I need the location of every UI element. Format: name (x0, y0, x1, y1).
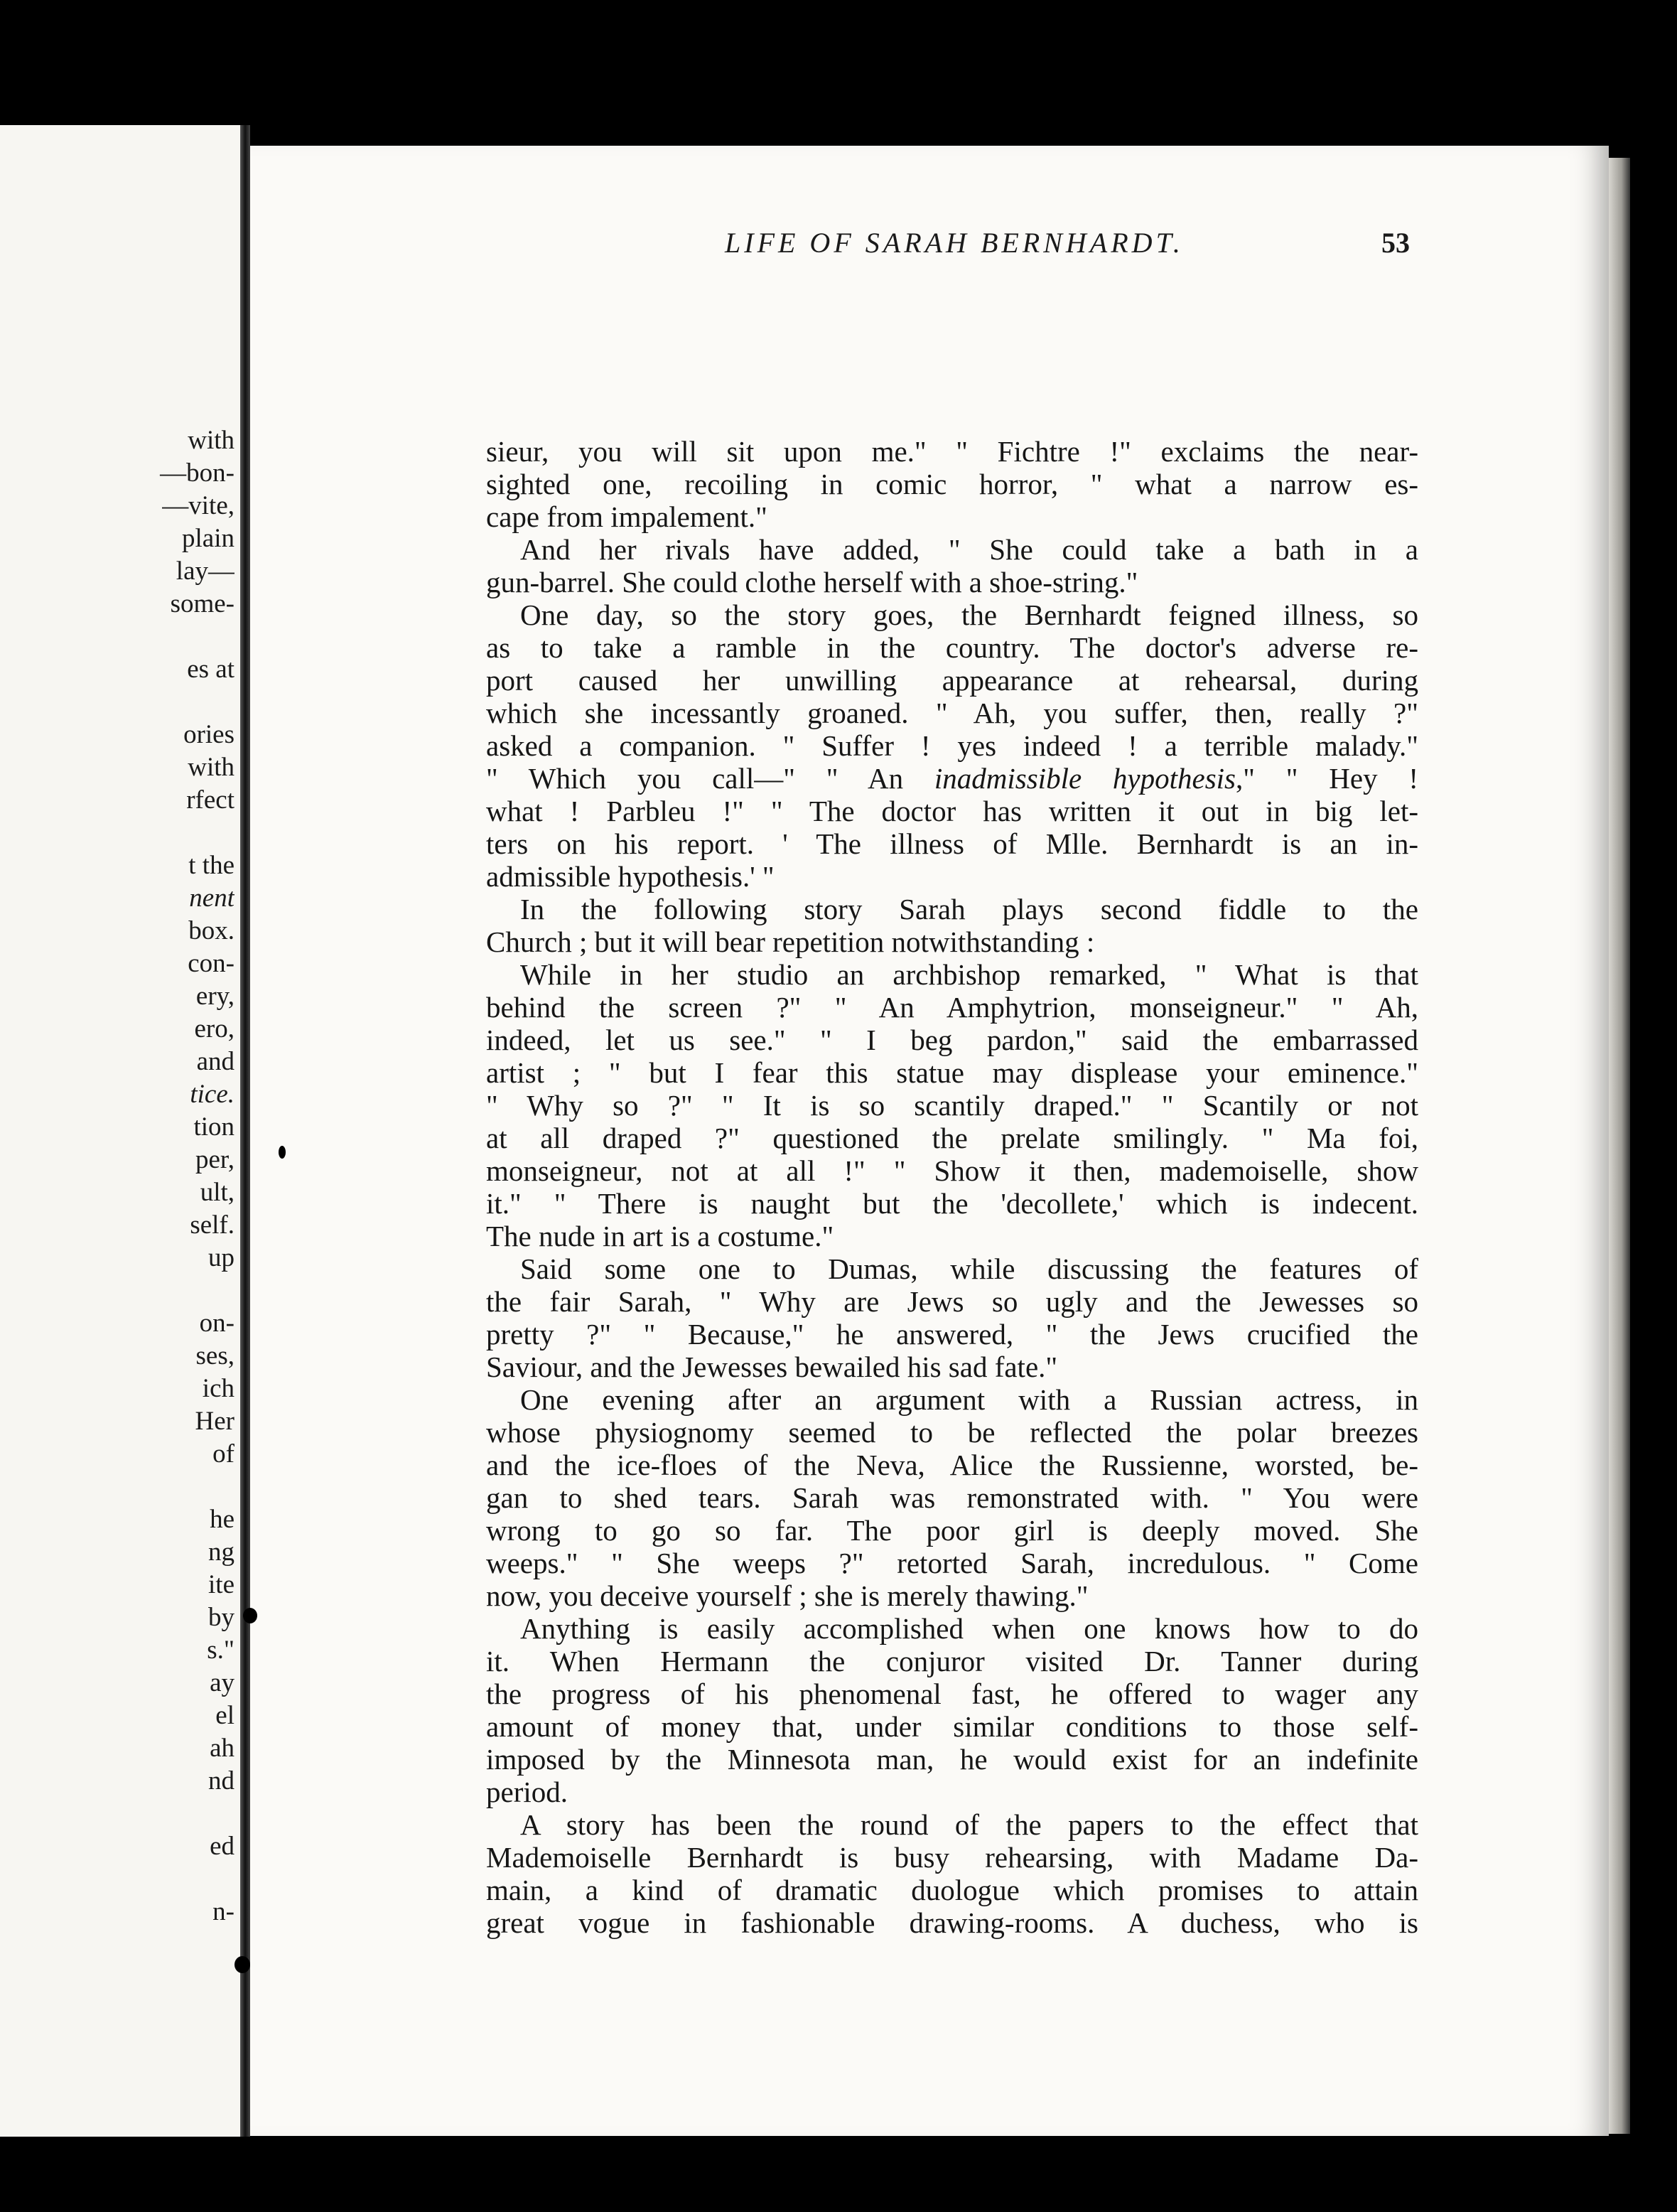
left-page-line: plain (182, 524, 234, 553)
text-line: gun-barrel. She could clothe herself with a shoe-string." (486, 566, 1138, 598)
text-line: One day, so the story goes, the Bernhardt feigned illness, so (520, 598, 1418, 631)
left-page-line: per, (195, 1145, 234, 1174)
left-page-line: by (208, 1603, 234, 1632)
left-page-line: el (215, 1701, 234, 1730)
text-line: pretty ?" " Because," he answered, " the Jews crucified the (486, 1318, 1418, 1351)
text-line: A story has been the round of the papers to the effect that (520, 1808, 1418, 1841)
text-line: now, you deceive yourself ; she is merely thawing." (486, 1579, 1089, 1612)
text-line: In the following story Sarah plays second fiddle to the (520, 893, 1418, 925)
text-line: whose physiognomy seemed to be reflected the polar breezes (486, 1416, 1418, 1449)
text-line: amount of money that, under similar conditions to those self- (486, 1710, 1418, 1743)
left-page-line: lay— (176, 557, 234, 586)
left-page-line: es at (187, 655, 234, 684)
text-line: period. (486, 1776, 568, 1808)
left-page-line: n- (212, 1897, 234, 1926)
text-line: " Which you call—" " An inadmissible hypothesis," " Hey ! (486, 762, 1418, 795)
text-line: monseigneur, not at all !" " Show it then, mademoiselle, show (486, 1154, 1418, 1187)
left-page-line: ories (183, 720, 234, 749)
text-line: sighted one, recoiling in comic horror, " what a narrow es- (486, 468, 1418, 500)
text-line: at all draped ?" questioned the prelate smilingly. " Ma foi, (486, 1122, 1418, 1154)
left-page-line: self. (190, 1210, 234, 1240)
text-line: While in her studio an archbishop remarked, " What is that (520, 958, 1418, 991)
left-page-line: ero, (194, 1014, 234, 1043)
text-line: ters on his report. ' The illness of Mlle. Bernhardt is an in- (486, 827, 1418, 860)
left-page-line: Her (195, 1407, 234, 1436)
text-line: and the ice-floes of the Neva, Alice the Russienne, worsted, be- (486, 1449, 1418, 1481)
text-line: port caused her unwilling appearance at rehearsal, during (486, 664, 1418, 697)
left-page-line: nent (189, 884, 234, 913)
text-line: sieur, you will sit upon me." " Fichtre !" exclaims the near- (486, 435, 1418, 468)
previous-page-fragment (0, 125, 242, 2137)
left-page-line: —bon- (160, 458, 234, 488)
text-line: One evening after an argument with a Russian actress, in (520, 1383, 1418, 1416)
left-page-line: tion (193, 1112, 234, 1142)
left-page-line: box. (188, 916, 234, 945)
left-page-line: con- (188, 949, 234, 978)
text-line: behind the screen ?" " An Amphytrion, monseigneur." " Ah, (486, 991, 1418, 1024)
text-line: the progress of his phenomenal fast, he offered to wager any (486, 1677, 1418, 1710)
text-line: weeps." " She weeps ?" retorted Sarah, incredulous. " Come (486, 1547, 1418, 1579)
left-page-line: —vite, (162, 491, 234, 520)
text-line: asked a companion. " Suffer ! yes indeed ! a terrible malady." (486, 729, 1418, 762)
left-page-line: ay (210, 1668, 234, 1697)
text-line: which she incessantly groaned. " Ah, you suffer, then, really ?" (486, 697, 1418, 729)
left-page-line: s." (207, 1636, 234, 1665)
left-page-line: tice. (190, 1080, 234, 1109)
text-line: great vogue in fashionable drawing-rooms. A duchess, who is (486, 1906, 1418, 1939)
left-page-line: ah (210, 1734, 234, 1763)
text-line: artist ; " but I fear this statue may displease your eminence." (486, 1056, 1418, 1089)
text-line: admissible hypothesis.' " (486, 860, 775, 893)
text-line: Saviour, and the Jewesses bewailed his sad fate." (486, 1351, 1058, 1383)
left-page-line: up (208, 1243, 234, 1272)
left-page-line: of (212, 1439, 234, 1469)
left-page-line: with (188, 426, 234, 455)
running-head: LIFE OF SARAH BERNHARDT. (725, 227, 1184, 259)
left-page-line: ite (208, 1570, 234, 1599)
text-line: Church ; but it will bear repetition notwithstanding : (486, 925, 1095, 958)
text-line: as to take a ramble in the country. The doctor's adverse re- (486, 631, 1418, 664)
text-line: the fair Sarah, " Why are Jews so ugly and the Jewesses so (486, 1285, 1418, 1318)
left-page-line: ed (210, 1832, 234, 1861)
left-page-line: he (210, 1505, 234, 1534)
text-line: what ! Parbleu !" " The doctor has written it out in big let- (486, 795, 1418, 827)
left-page-line: rfect (186, 785, 234, 815)
left-page-line: ult, (200, 1178, 234, 1207)
text-line: imposed by the Minnesota man, he would exist for an indefinite (486, 1743, 1418, 1776)
scan-speck (279, 1146, 286, 1159)
left-page-line: some- (170, 589, 234, 618)
text-line: cape from impalement." (486, 500, 767, 533)
text-line: indeed, let us see." " I beg pardon," said the embarrassed (486, 1024, 1418, 1056)
text-line: The nude in art is a costume." (486, 1220, 834, 1252)
left-page-line: ng (208, 1537, 234, 1567)
text-line: it. When Hermann the conjuror visited Dr. Tanner during (486, 1645, 1418, 1677)
text-line: it." " There is naught but the 'decollete,' which is indecent. (486, 1187, 1418, 1220)
text-line: " Why so ?" " It is so scantily draped." " Scantily or not (486, 1089, 1418, 1122)
binding-hole-mark (243, 1608, 257, 1623)
text-line: And her rivals have added, " She could take a bath in a (520, 533, 1418, 566)
text-line: gan to shed tears. Sarah was remonstrated with. " You were (486, 1481, 1418, 1514)
italic-phrase: inadmissible hypothesis (934, 762, 1236, 795)
book-gutter (240, 125, 250, 2137)
left-page-line: with (188, 753, 234, 782)
left-page-line: ses, (195, 1341, 234, 1370)
left-page-line: nd (208, 1766, 234, 1795)
left-page-line: ery, (195, 982, 234, 1011)
text-line: Anything is easily accomplished when one knows how to do (520, 1612, 1418, 1645)
text-line: wrong to go so far. The poor girl is deeply moved. She (486, 1514, 1418, 1547)
text-line: main, a kind of dramatic duologue which promises to attain (486, 1874, 1418, 1906)
text-line: Said some one to Dumas, while discussing the features of (520, 1252, 1418, 1285)
text-line: Mademoiselle Bernhardt is busy rehearsing, with Madame Da- (486, 1841, 1418, 1874)
left-page-line: ich (202, 1374, 234, 1403)
left-page-line: on- (199, 1309, 234, 1338)
left-page-line: t the (188, 851, 234, 880)
page-edge-shadow (1609, 158, 1630, 2134)
left-page-line: and (196, 1047, 234, 1076)
binding-hole-mark (234, 1956, 250, 1973)
page-number: 53 (1381, 227, 1410, 259)
